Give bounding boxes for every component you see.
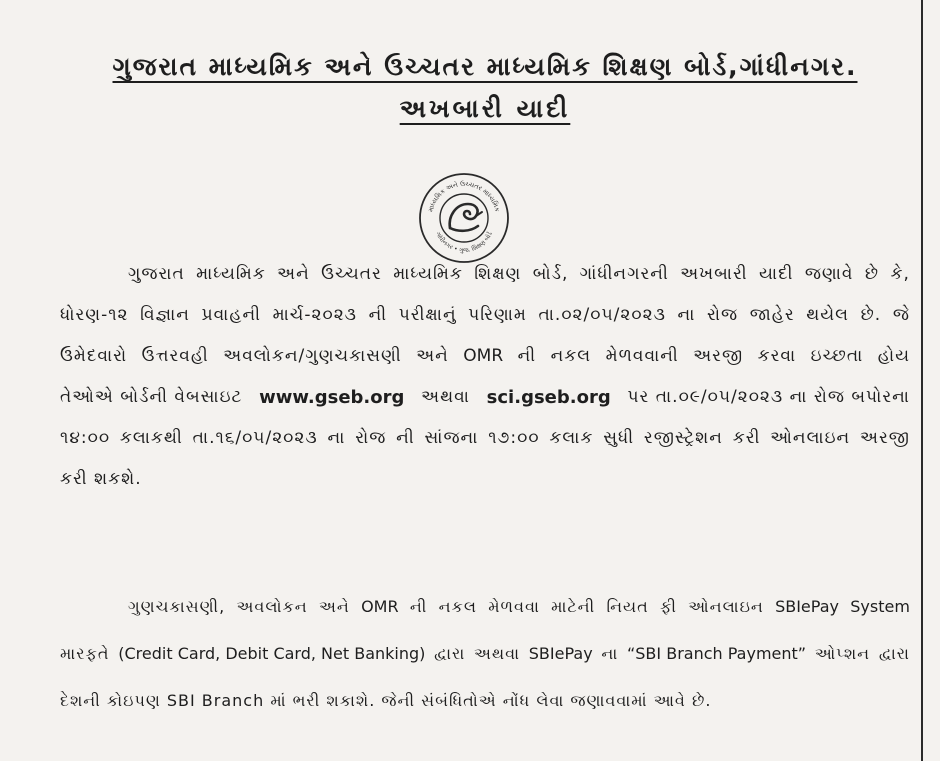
word: ઉત્તરવહી [141,346,209,366]
word: માર્ચ-૨૦૨૩ [272,305,357,325]
word: રોજ [706,305,739,325]
word: પરિણામ [468,305,527,325]
word: OMR [463,346,504,366]
word: સાંજના [424,428,479,448]
word: SBIePay [528,644,593,663]
word: અને [318,597,350,616]
word: System [850,597,910,616]
word: અથવા [473,644,521,663]
word: ની [409,597,428,616]
word: વિજ્ઞાન [140,305,190,325]
paragraph2-line3 [60,677,910,724]
word: ના [601,644,619,663]
end-time: ૧૭:૦૦ [488,428,540,448]
word: અને [416,346,449,366]
paragraph2-line2 [60,630,910,677]
word: ગુણચકાસણી, [128,597,226,616]
press-release-heading: અખબારી યાદી [399,94,571,123]
seal-bottom-text: ગાંધીનગર • ગુજ. શિક્ષણ બોર્ડ [434,230,494,255]
word: ની [368,305,388,325]
paragraph2-line1 [60,583,910,630]
paragraph-registration [60,254,910,500]
word: ગાંધીનગરની [579,264,669,284]
word: અરજી [860,428,910,448]
paragraph1-line4 [60,377,910,418]
board-name-heading: ગુજરાત માધ્યમિક અને ઉચ્ચતર માધ્યમિક શિક્ષણ બોર્ડ,ગાંધીનગર. [112,52,858,81]
word: ની [517,346,537,366]
word: નકલ [550,346,592,366]
text-segment: તેઓએ બોર્ડની વેબસાઇટ [60,387,243,407]
word: ગુજરાત [128,264,185,284]
paragraph1-line1 [60,254,910,295]
word: ઇચ્છતા [810,346,864,366]
word: ઓનલાઇન [688,597,764,616]
word: હોય [877,346,910,366]
word: કલાક [549,428,594,448]
paragraph1-line2 [60,295,910,336]
word: SBIePay [775,597,839,616]
word: OMR [361,597,399,616]
word: નકલ [438,597,477,616]
word: દ્વારા [878,644,910,663]
word: માધ્યમિક [393,264,463,284]
gseb-website-link[interactable]: www.gseb.org [259,387,405,408]
word: કરવા [757,346,797,366]
page-border-line [921,0,923,761]
word: અને [277,264,310,284]
paragraph-fee-payment [60,583,910,724]
word: માટેની [551,597,596,616]
word: નિયત [606,597,649,616]
text-segment: અથવા [421,387,470,407]
word: ઓનલાઇન [770,428,851,448]
text-segment: પર તા.૦૯/૦૫/૨૦૨૩ ના રોજ બપોરના [627,387,910,407]
word: ઉચ્ચતર [321,264,382,284]
word: ઓપ્શન [814,644,871,663]
word: દ્વારા [434,644,466,663]
svg-text:માધ્યમિક અને ઉચ્ચતર માધ્યમિક [427,180,502,213]
word: અખબારી [680,264,748,284]
page-title [60,52,910,82]
paragraph1-line6 [60,459,910,500]
word: સુધી [603,428,635,448]
word: થયેલ [806,305,850,325]
board-seal-icon [418,172,510,264]
word: કરી [732,428,761,448]
word: ના [677,305,696,325]
word: ઉમેદવારો [60,346,128,366]
word: જાહેર [749,305,795,325]
payment-modes: (Credit Card, Debit Card, Net Banking) [118,644,426,663]
word: શિક્ષણ [474,264,522,284]
word: રોજ [355,428,387,448]
branch-payment-option: “SBI Branch Payment” [626,644,807,663]
word: ફી [660,597,678,616]
page-subtitle [60,94,910,124]
word: બોર્ડ, [532,264,569,284]
word: અવલોકન/ગુણચકાસણી [223,346,402,366]
word: ની [396,428,415,448]
sci-gseb-website-link[interactable]: sci.gseb.org [486,387,611,408]
paragraph1-line5 [60,418,910,459]
result-date: તા.૦૨/૦૫/૨૦૨૩ [538,305,666,325]
word: કલાકથી [119,428,183,448]
word: છે. [860,305,882,325]
end-date: તા.૧૬/૦૫/૨૦૨૩ [192,428,318,448]
word: માધ્યમિક [196,264,266,284]
word: યાદી [759,264,794,284]
word: છે [864,264,880,284]
word: જણાવે [804,264,854,284]
word: અરજી [693,346,744,366]
word: મારફતે [60,644,110,663]
text-segment: દેશની કોઇપણ SBI Branch માં ભરી શકાશે. જેની સંબંધિતોએ નોંધ લેવા જણાવવામાં આવે છે. [60,691,712,710]
word: રજીસ્ટ્રેશન [643,428,723,448]
word: જે [892,305,910,325]
word: મેળવવાની [605,346,679,366]
word: કે, [890,264,910,284]
start-time: ૧૪:૦૦ [60,428,111,448]
press-release-page [60,0,910,761]
paragraph1-line3 [60,336,910,377]
word: પ્રવાહની [201,305,261,325]
word: મેળવવા [488,597,540,616]
word: પરીક્ષાનું [398,305,457,325]
seal-top-text: માધ્યમિક અને ઉચ્ચતર માધ્યમિક [426,179,502,213]
word: અવલોકન [236,597,308,616]
word: ધોરણ-૧૨ [60,305,129,325]
text-segment: કરી શકશે. [60,469,142,489]
word: ના [327,428,346,448]
